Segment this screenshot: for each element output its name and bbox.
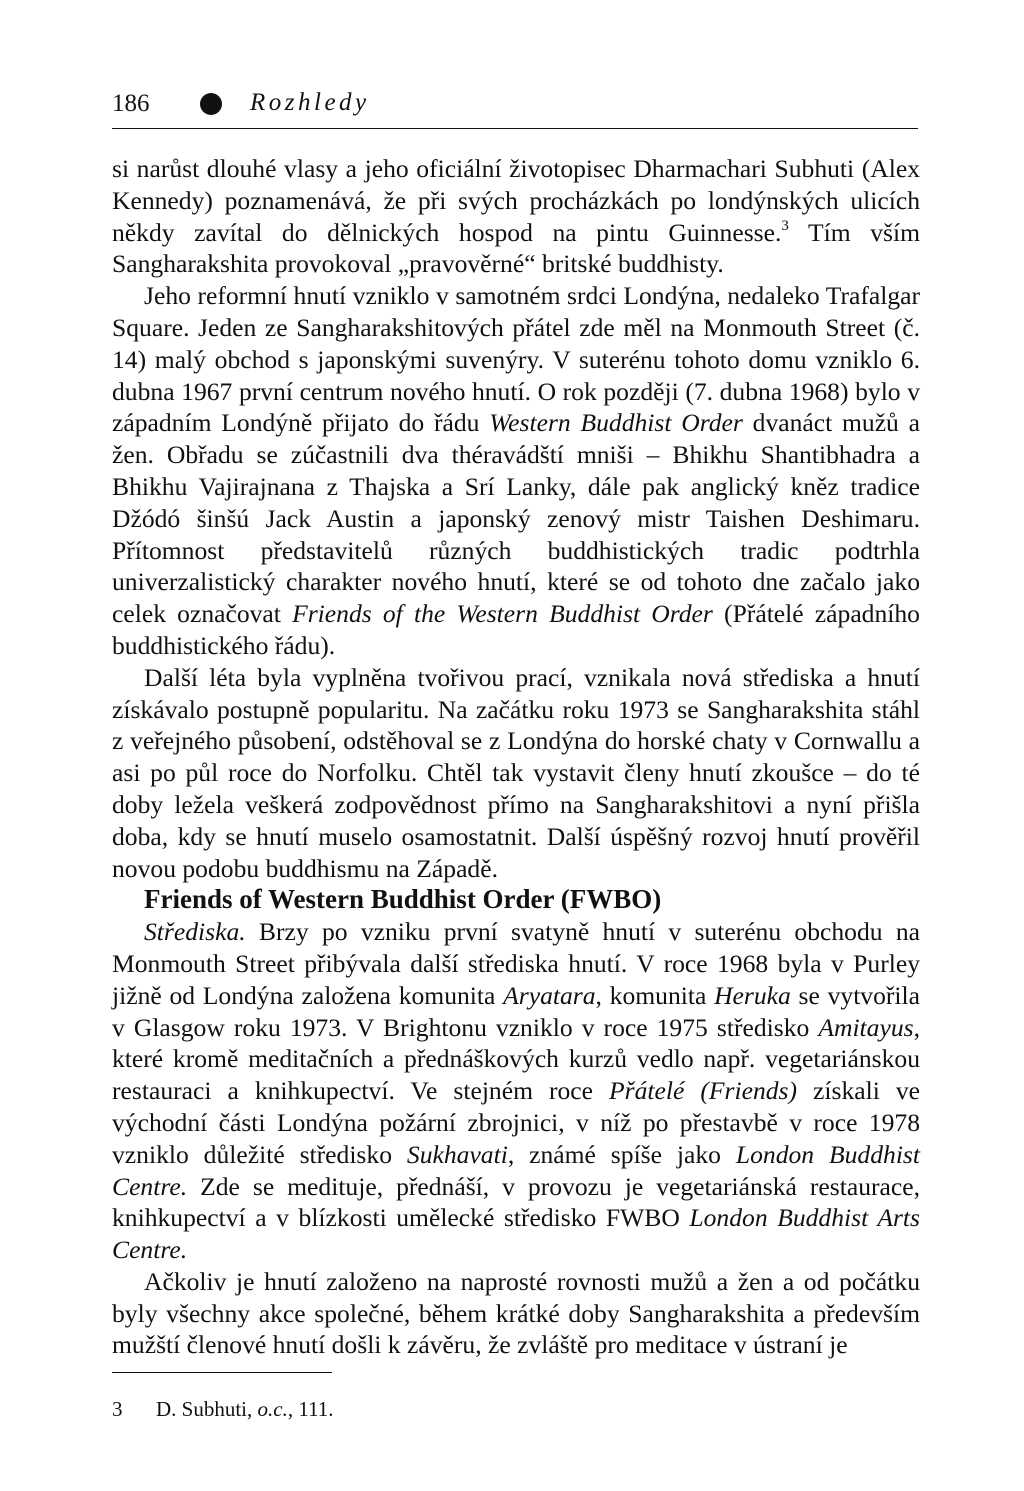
paragraph-4-text-c: se vytvořila v Glasgow roku 1973. V Brightonu vzniklo v roce 1975 středisko <box>112 980 920 1042</box>
paragraph-3: Další léta byla vyplněna tvořivou prací, vznikala nová střediska a hnutí získávalo postupně popularitu. Na začátku roku 1973 se Sangharakshita stáhl z veřejného působení, odstěhoval se z Londýna do horské chaty v Cornwallu a asi po půl roce do Norfolku. Chtěl tak vystavit členy hnutí zkoušce – do té doby ležela veškerá zodpovědnost přímo na Sangharakshitovi a nyní přišla doba, kdy se hnutí muselo osamostatnit. Další úspěšný rozvoj hnutí prověřil novou podobu buddhismu na Západě. <box>112 662 920 883</box>
italic-western-buddhist-order: Western Buddhist Order <box>489 408 743 438</box>
paragraph-1 <box>112 153 920 280</box>
italic-strediska: Střediska. <box>144 917 246 947</box>
italic-amitayus: Amitayus <box>818 1012 914 1042</box>
italic-pratele-friends: Přátelé (Friends) <box>609 1076 798 1106</box>
paragraph-2-text-a: Jeho reformní hnutí vzniklo v samotném srdci Londýna, nedaleko Trafalgar Square. Jeden ze Sangharakshitových přátel zde měl na Monmouth Street (č. 14) malý obchod s japonskými suvenýry. V suterénu tohoto domu vzniklo 6. dubna 1967 první centrum nového hnutí. O rok později (7. dubna 1968) bylo v západním Londýně přijato do řádu <box>112 281 920 438</box>
footnote-ref: 3 <box>781 217 789 234</box>
header-rule <box>112 128 918 129</box>
footnote <box>112 1396 334 1422</box>
paragraph-4-text-a: Brzy po vzniku první svatyně hnutí v suterénu obchodu na Monmouth Street přibývala další střediska hnutí. V roce 1968 byla v Purley jižně od Londýna založena komunita <box>112 917 920 1010</box>
running-head: Rozhledy <box>250 89 370 116</box>
paragraph-2-text-b: dvanáct mužů a žen. Obřadu se zúčastnili dva théravádští mniši – Bhikhu Shantibhadra a Bhikhu Vajirajnana z Thajska a Srí Lanky, dále pak anglický kněz tradice Džódó šinšú Jack Austin a japonský zenový mistr Taishen Deshimaru. Přítomnost představitelů různých buddhistických tradic podtrhla univerzalistický charakter nového hnutí, které se od tohoto dne začalo jako celek označovat <box>112 408 920 629</box>
paragraph-2 <box>112 280 920 662</box>
paragraph-2-text-c: (Přátelé západního buddhistického řádu). <box>112 599 920 660</box>
italic-heruka: Heruka <box>714 980 791 1010</box>
body-text <box>112 153 920 1361</box>
footnote-page: , 111. <box>287 1397 334 1421</box>
paragraph-4-text-g: Zde se medituje, přednáší, v provozu je vegetariánská restaurace, knihkupectví a v blízkosti umělecké středisko FWBO <box>112 1171 920 1233</box>
italic-london-buddhist-arts-centre: London Buddhist Arts Centre. <box>112 1203 920 1265</box>
paragraph-4 <box>112 916 920 1266</box>
page-number: 186 <box>112 90 150 117</box>
paragraph-1-text-b: Tím vším Sangharakshita provokoval „pravověrné“ britské buddhisty. <box>112 217 920 279</box>
paragraph-4-text-e: získali ve východní části Londýna požární zbrojnici, v níž po přestavbě v roce 1978 vzniklo důležité středisko <box>112 1076 920 1169</box>
paragraph-4-text-d: , které kromě meditačních a přednáškových kurzů vedlo např. vegetariánskou restauraci a knihkupectví. Ve stejném roce <box>112 1012 920 1106</box>
section-heading: Friends of Western Buddhist Order (FWBO) <box>144 884 662 915</box>
footnote-text: D. Subhuti, <box>156 1397 258 1421</box>
paragraph-4-text-b: , komunita <box>595 980 715 1010</box>
paragraph-1-text-a: si narůst dlouhé vlasy a jeho oficiální životopisec Dharmachari Subhuti (Alex Kennedy) poznamenává, že při svých procházkách po londýnských ulicích někdy zavítal do dělnických hospod na pintu Guinnesse. <box>112 154 920 247</box>
footnote-number: 3 <box>112 1397 123 1421</box>
page-header <box>112 88 920 122</box>
italic-sukhavati: Sukhavati <box>406 1139 508 1169</box>
italic-london-buddhist-centre: London Buddhist Centre. <box>112 1139 920 1201</box>
paragraph-5: Ačkoliv je hnutí založeno na naprosté rovnosti mužů a žen a od počátku byly všechny akce společné, během krátké doby Sangharakshita a především mužští členové hnutí došli k závěru, že zvláště pro meditace v ústraní je <box>112 1266 920 1360</box>
italic-aryatara: Aryatara <box>503 980 596 1010</box>
bullet-icon <box>200 93 222 115</box>
italic-friends-of-the-western-buddhist-order: Friends of the Western Buddhist Order <box>292 599 713 629</box>
footnote-italic: o.c. <box>257 1397 288 1421</box>
footnote-rule <box>112 1372 332 1373</box>
paragraph-4-text-f: , známé spíše jako <box>507 1139 736 1169</box>
